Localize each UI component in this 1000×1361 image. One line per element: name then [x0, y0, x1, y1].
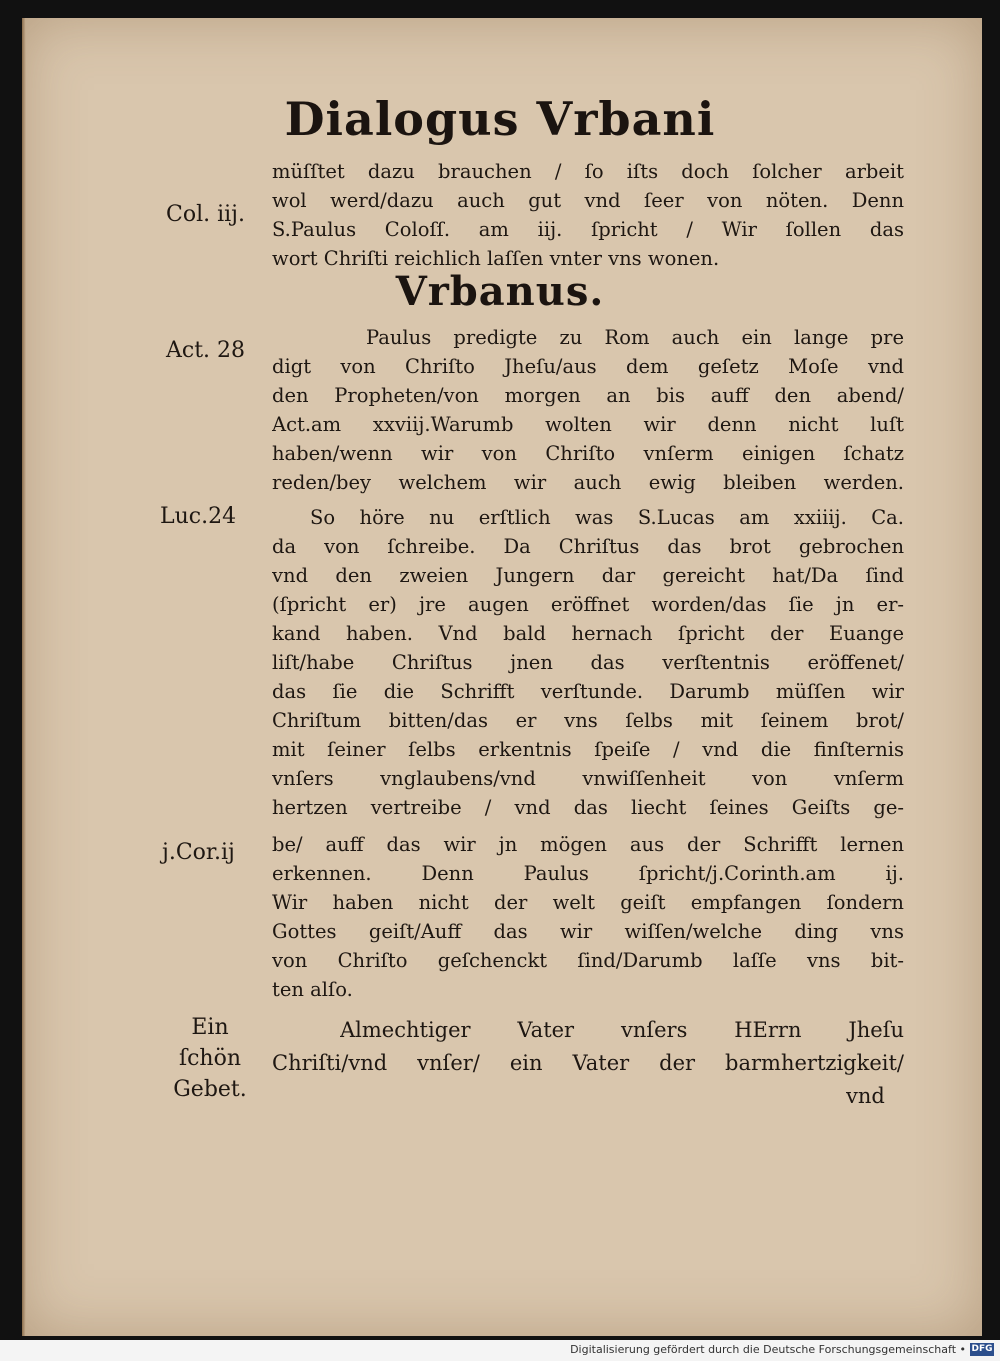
margin-note-gebet-line: Ein — [191, 1015, 229, 1040]
section-line: reden/bey welchem wir auch ewig bleiben werden. — [272, 471, 904, 494]
section-line: da von ſchreibe. Da Chriſtus das brot gebrochen — [272, 535, 904, 558]
section-line: Paulus predigte zu Rom auch ein lange pre — [366, 326, 904, 349]
body-line: S.Paulus Coloſſ. am iij. ſpricht / Wir ſollen das — [272, 218, 904, 241]
margin-note-gebet-line: ſchön — [178, 1046, 242, 1071]
section-line: vnd den zweien Jungern dar gereicht hat/Da ſind — [272, 564, 904, 587]
body-line: wort Chriſti reichlich laſſen vnter vns wonen. — [272, 247, 720, 270]
margin-note-gebet-line: Gebet. — [173, 1077, 247, 1102]
section-line: Chriſtum bitten/das er vns ſelbs mit ſeinem brot/ — [272, 709, 904, 732]
prayer-line: Chriſti/vnd vnſer/ ein Vater der barmhertzigkeit/ — [272, 1051, 904, 1075]
margin-note-col: Col. iij. — [166, 202, 245, 227]
section-line: liſt/habe Chriſtus jnen das verſtentnis eröffenet/ — [272, 651, 904, 674]
margin-note-act: Act. 28 — [166, 338, 246, 363]
body-line: wol werd/dazu auch gut vnd ſeer von nöten. Denn — [272, 189, 904, 212]
section-line: (ſpricht er) jre augen eröffnet worden/das ſie jn er- — [272, 593, 904, 616]
section-line: ten alſo. — [272, 978, 353, 1001]
margin-note-cor: j.Cor.ij — [162, 840, 235, 865]
section-line: von Chriſto geſchenckt ſind/Darumb laſſe vns bit- — [272, 949, 904, 972]
section-line: vnſers vnglaubens/vnd vnwiſſenheit von vnſerm — [272, 767, 904, 790]
section-line: be/ auff das wir jn mögen aus der Schrifft lernen — [272, 833, 904, 856]
footer-credit: Digitalisierung gefördert durch die Deutsche Forschungsgemeinschaft • — [570, 1343, 966, 1356]
section-line: hertzen vertreibe / vnd das liecht ſeines Geiſts ge- — [272, 796, 904, 819]
section-line: Wir haben nicht der welt geiſt empfangen ſondern — [272, 891, 904, 914]
prayer-line: Almechtiger Vater vnſers HErrn Jheſu — [340, 1018, 904, 1042]
section-heading: Vrbanus. — [395, 268, 605, 315]
section-line: den Propheten/von morgen an bis auff den abend/ — [272, 384, 904, 407]
dfg-logo: DFG — [971, 1344, 993, 1354]
section-line: So höre nu erſtlich was S.Lucas am xxiiij. Ca. — [310, 506, 904, 529]
body-line: müſſtet dazu brauchen / ſo iſts doch ſolcher arbeit — [272, 160, 904, 183]
section-line: mit ſeiner ſelbs erkentnis ſpeiſe / vnd die finſternis — [272, 738, 904, 761]
running-head: Dialogus Vrbani — [284, 92, 716, 146]
section-line: haben/wenn wir von Chriſto vnſerm einigen ſchatz — [272, 442, 904, 465]
section-line: das ſie die Schrifft verſtunde. Darumb müſſen wir — [272, 680, 904, 703]
prayer-catchword: vnd — [846, 1084, 885, 1108]
section-line: kand haben. Vnd bald hernach ſpricht der Euange — [272, 622, 904, 645]
page-gutter-edge — [22, 18, 26, 1336]
section-line: Gottes geiſt/Auff das wir wiſſen/welche ding vns — [272, 920, 904, 943]
section-line: Act.am xxviij.Warumb wolten wir denn nicht luſt — [272, 413, 904, 436]
section-line: erkennen. Denn Paulus ſpricht/j.Corinth.am ij. — [272, 862, 904, 885]
section-line: digt von Chriſto Jheſu/aus dem geſetz Moſe vnd — [272, 355, 904, 378]
margin-note-luc: Luc.24 — [160, 504, 237, 529]
margin-note-gebet — [160, 1012, 260, 1105]
